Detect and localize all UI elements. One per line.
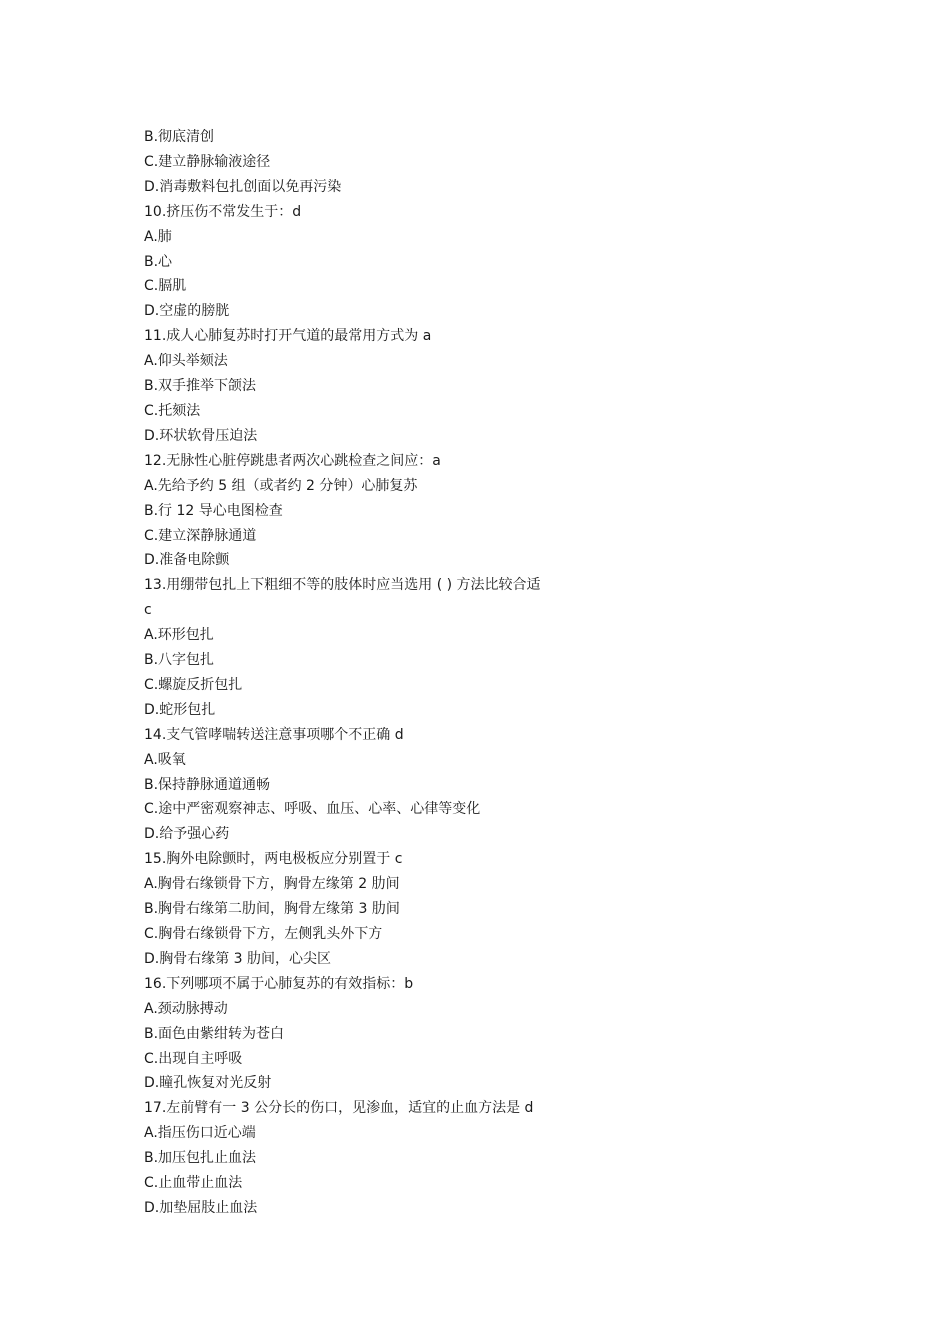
question-stem: 10.挤压伤不常发生于：d bbox=[144, 203, 302, 220]
answer-option: B.保持静脉通道通畅 bbox=[144, 776, 271, 793]
answer-option: C.建立深静脉通道 bbox=[144, 527, 257, 544]
answer-option: B.双手推举下颌法 bbox=[144, 378, 257, 395]
answer-option: D.空虚的膀胱 bbox=[144, 303, 230, 320]
answer-option: A.指压伤口近心端 bbox=[144, 1125, 256, 1142]
text-line: D.消毒敷料包扎创面以免再污染 bbox=[144, 178, 342, 195]
answer-option: B.加压包扎止血法 bbox=[144, 1150, 257, 1167]
question-list bbox=[144, 125, 564, 1221]
answer-option: A.颈动脉搏动 bbox=[144, 1000, 228, 1017]
answer-option: A.肺 bbox=[144, 228, 172, 245]
answer-option: B.胸骨右缘第二肋间，胸骨左缘第 3 肋间 bbox=[144, 901, 400, 918]
answer-option: D.瞳孔恢复对光反射 bbox=[144, 1075, 272, 1092]
answer-option: B.八字包扎 bbox=[144, 652, 215, 669]
answer-option: A.仰头举颏法 bbox=[144, 353, 228, 370]
answer-option: D.给予强心药 bbox=[144, 826, 230, 843]
answer-option: C.止血带止血法 bbox=[144, 1175, 243, 1192]
answer-option: C.膈肌 bbox=[144, 278, 187, 295]
answer-option: A.吸氧 bbox=[144, 751, 186, 768]
answer-option: B.行 12 导心电图检查 bbox=[144, 502, 283, 519]
question-stem: 12.无脉性心脏停跳患者两次心跳检查之间应：a bbox=[144, 452, 441, 469]
answer-option: A.先给予约 5 组（或者约 2 分钟）心肺复苏 bbox=[144, 477, 418, 494]
answer-option: B.面色由紫绀转为苍白 bbox=[144, 1025, 285, 1042]
question-answer-key: c bbox=[144, 602, 152, 619]
answer-option: B.心 bbox=[144, 253, 173, 270]
question-stem: 14.支气管哮喘转送注意事项哪个不正确 d bbox=[144, 726, 404, 743]
question-stem: 11.成人心肺复苏时打开气道的最常用方式为 a bbox=[144, 328, 432, 345]
question-stem: 13.用绷带包扎上下粗细不等的肢体时应当选用 ( ) 方法比较合适 bbox=[144, 577, 541, 594]
answer-option: C.胸骨右缘锁骨下方，左侧乳头外下方 bbox=[144, 926, 383, 942]
answer-option: D.胸骨右缘第 3 肋间，心尖区 bbox=[144, 950, 332, 967]
answer-option: C.出现自主呼吸 bbox=[144, 1050, 243, 1067]
answer-option: A.环形包扎 bbox=[144, 627, 214, 644]
answer-option: C.途中严密观察神志、呼吸、血压、心率、心律等变化 bbox=[144, 801, 481, 818]
answer-option: C.螺旋反折包扎 bbox=[144, 676, 243, 693]
question-stem: 17.左前臂有一 3 公分长的伤口，见渗血，适宜的止血方法是 d bbox=[144, 1100, 534, 1117]
text-line: C.建立静脉输液途径 bbox=[144, 153, 271, 170]
question-stem: 16.下列哪项不属于心肺复苏的有效指标：b bbox=[144, 975, 414, 992]
answer-option: C.托颏法 bbox=[144, 402, 201, 419]
answer-option: D.环状软骨压迫法 bbox=[144, 427, 258, 444]
answer-option: D.蛇形包扎 bbox=[144, 701, 216, 718]
question-stem: 15.胸外电除颤时，两电极板应分别置于 c bbox=[144, 851, 403, 868]
answer-option: A.胸骨右缘锁骨下方，胸骨左缘第 2 肋间 bbox=[144, 876, 400, 893]
answer-option: D.准备电除颤 bbox=[144, 552, 230, 569]
answer-option: D.加垫屈肢止血法 bbox=[144, 1199, 258, 1216]
text-line: B.彻底清创 bbox=[144, 129, 215, 145]
